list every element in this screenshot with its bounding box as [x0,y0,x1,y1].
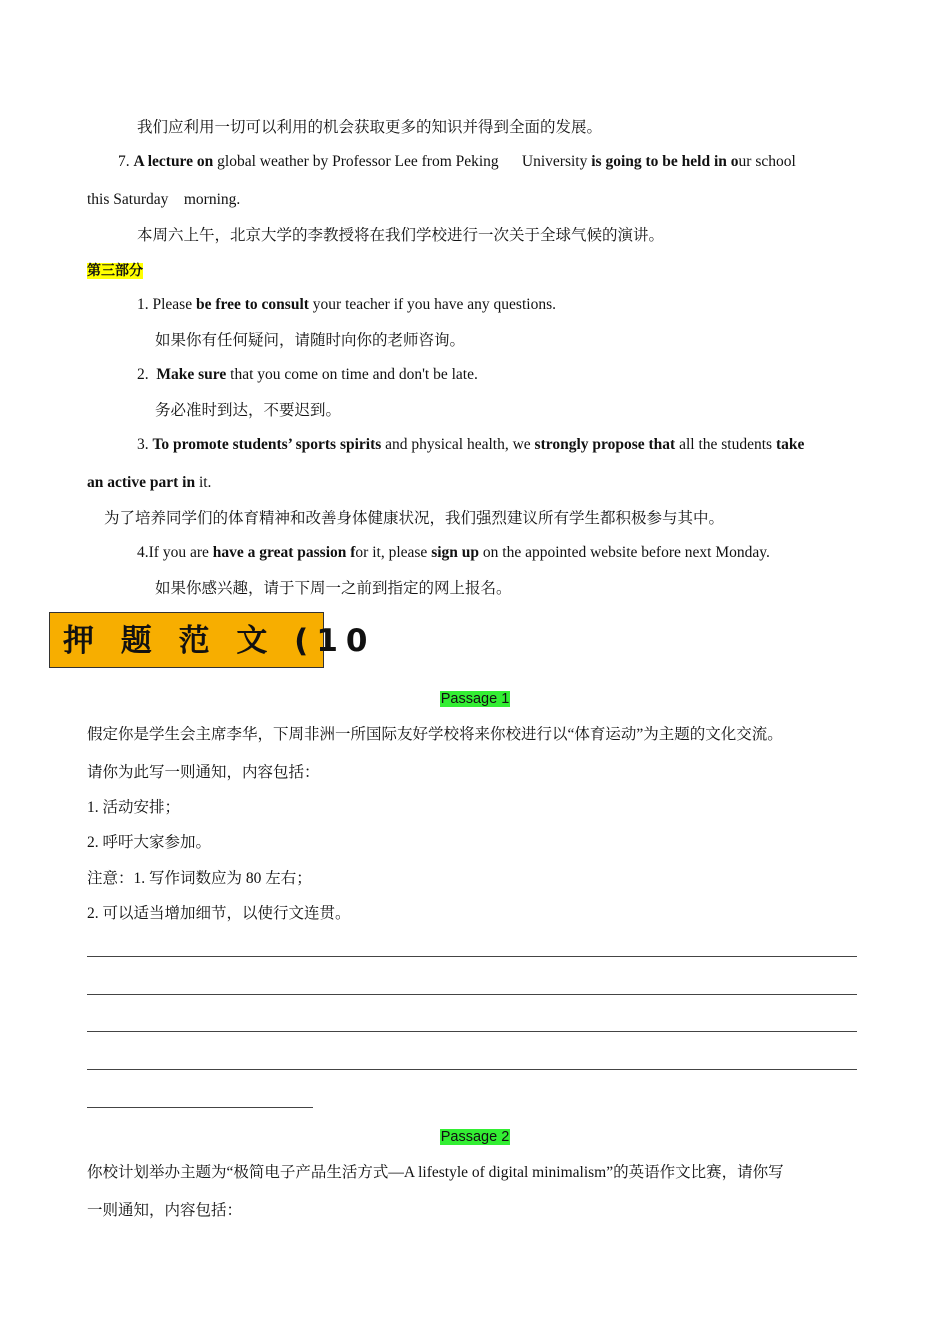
sentence-7-bold-2: is going to be held in o [591,153,739,170]
part3-s4-num: 4.If you are [137,544,213,561]
passage-1-prompt-2: 请你为此写一则通知，内容包括： [87,764,320,781]
part3-s4-bold-1: have a great passion f [212,544,356,561]
passage-1-note-1: 注意：1. 写作词数应为 80 左右； [87,870,312,887]
part3-s3-bold-1: To promote students’ sports spirits [152,436,382,453]
passage-1-note-2: 2. 可以适当增加细节，以使行文连贯。 [87,905,351,922]
part3-s3-num: 3. [137,436,153,453]
writing-line[interactable] [87,1031,857,1032]
passage-1-prompt-1: 假定你是学生会主席李华，下周非洲一所国际友好学校将来你校进行以“体育运动”为主题的文化交流。 [87,726,783,743]
writing-line-short[interactable] [87,1107,313,1108]
passage-1-label-text: Passage 1 [440,691,510,707]
passage-1-item-1: 1. 活动安排； [87,799,181,816]
passage-2-label [0,1127,950,1147]
part3-s1-text: your teacher if you have any questions. [308,296,556,313]
writing-line[interactable] [87,1069,857,1070]
part3-sentence-1 [137,295,556,315]
section-title: 押 题 范 文 (10 [63,623,376,659]
part3-s2-num: 2. [137,366,157,383]
section-title-box [49,612,376,668]
sentence-7 [118,152,796,172]
part3-s2-text: that you come on time and don't be late. [226,366,478,383]
part3-s4-bold-2: sign up [431,544,480,561]
part3-s1-bold: be free to consult [195,296,309,313]
cn-translation-6: 我们应利用一切可以利用的机会获取更多的知识并得到全面的发展。 [137,119,603,136]
passage-2-prompt-1: 你校计划举办主题为“极简电子产品生活方式—A lifestyle of digital minimalism”的英语作文比赛，请你写 [87,1164,784,1181]
sentence-7-num: 7. [118,153,130,170]
passage-1-label [0,689,950,709]
part3-sentence-4 [137,543,770,563]
part3-sentence-2 [137,365,478,385]
part3-s4-text-2: on the appointed website before next Monday. [479,544,770,561]
part3-s3-text-2: all the students [675,436,776,453]
part3-cn-3: 为了培养同学们的体育精神和改善身体健康状况，我们强烈建议所有学生都积极参与其中。 [104,510,725,527]
part3-s2-bold: Make sure [156,366,227,383]
part3-s4-text-1: or it, please [355,544,432,561]
writing-line[interactable] [87,994,857,995]
passage-2-prompt-2: 一则通知，内容包括： [87,1202,243,1219]
part3-cn-4: 如果你感兴趣，请于下周一之前到指定的网上报名。 [155,580,512,597]
part3-cn-1: 如果你有任何疑问，请随时向你的老师咨询。 [155,332,466,349]
part3-s3-bold-3: take [775,436,805,453]
part3-s1-num: 1. Please [137,296,196,313]
part3-s3-bold-4: an active part in [87,474,196,491]
part3-cn-2: 务必准时到达，不要迟到。 [155,402,342,419]
part3-sentence-3 [137,435,804,455]
part3-s3-bold-2: strongly propose that [534,436,676,453]
part-3-label [87,261,143,281]
part-3-label-text: 第三部分 [87,263,143,279]
cn-translation-7: 本周六上午，北京大学的李教授将在我们学校进行一次关于全球气候的演讲。 [137,227,665,244]
sentence-7-bold-1: A lecture on [133,153,214,170]
sentence-7-text-1: global weather by Professor Lee from Peking University [213,153,592,170]
part3-s3-text-3: it. [195,474,212,491]
sentence-7-text-2: ur school [738,153,796,170]
part3-sentence-3-continued [87,473,211,493]
sentence-7-continued: this Saturday morning. [87,191,241,208]
writing-line[interactable] [87,956,857,957]
passage-1-item-2: 2. 呼吁大家参加。 [87,834,212,851]
passage-2-label-text: Passage 2 [440,1129,510,1145]
part3-s3-text-1: and physical health, we [381,436,535,453]
